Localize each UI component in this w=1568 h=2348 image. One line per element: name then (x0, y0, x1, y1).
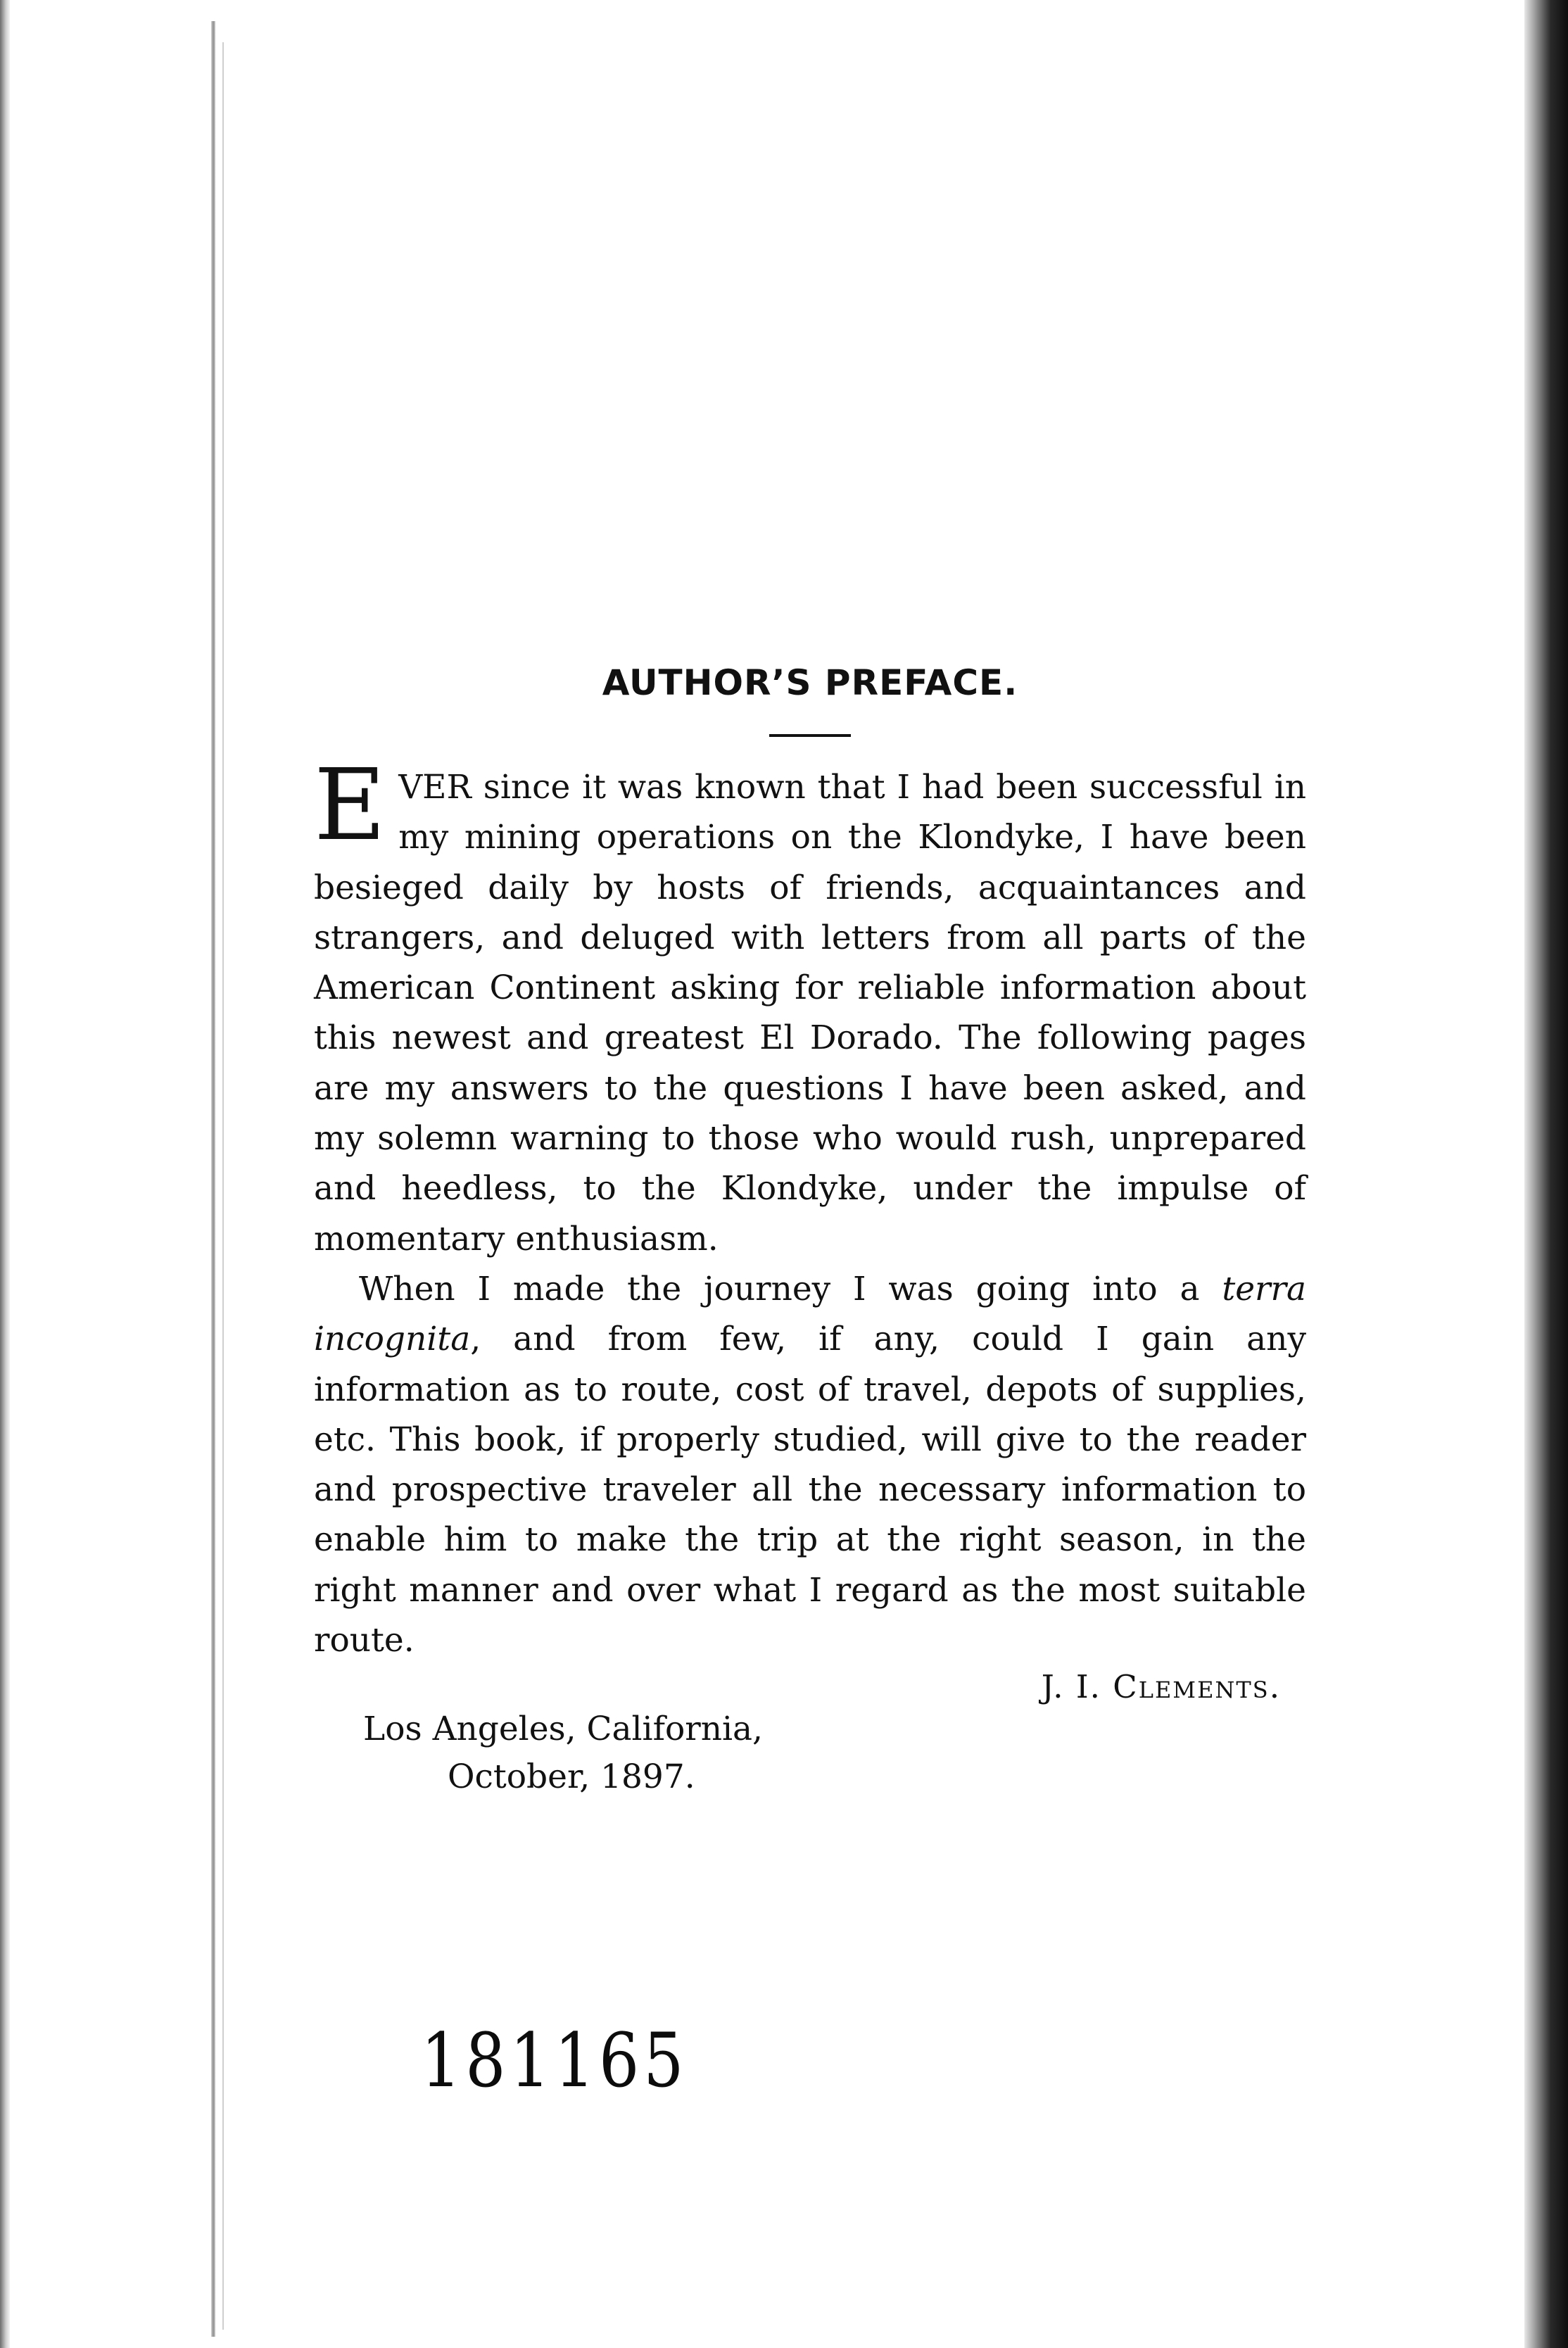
page-gutter-line (211, 21, 215, 2337)
scan-left-edge (0, 0, 10, 2348)
paragraph-2-start: When I made the journey I was going into a (359, 1269, 1222, 1308)
title-rule (769, 734, 851, 737)
preface-body (314, 748, 1306, 1665)
paragraph-1-text: VER since it was known that I had been successful in my mining operations on the Klondyke, I have been besieged daily by hosts of friends, acquaintances and strangers, and deluged with letters from all parts of the American Continent asking for reliable information about this newest and greatest El Dorado. The following pages are my answers to the questions I have been asked, and my solemn warning to those who would rush, unprepared and heedless, to the Klondyke, under the impulse of momentary enthusiasm. (314, 768, 1306, 1258)
page-gutter-shadow (222, 42, 224, 2330)
place-and-date (314, 1705, 1306, 1801)
date-line: October, 1897. (448, 1757, 695, 1797)
author-signature: J. I. Clements. (1041, 1668, 1281, 1706)
paragraph-2-italic: terra incognita (314, 1269, 1306, 1359)
preface-section (314, 658, 1306, 1801)
scan-right-edge (1524, 0, 1568, 2348)
preface-title: AUTHOR’S PREFACE. (602, 662, 1018, 703)
library-stamp-number: 181165 (421, 2017, 688, 2104)
place-line: Los Angeles, California, (363, 1710, 763, 1749)
preface-paragraph-2 (314, 1264, 1306, 1665)
drop-cap: E (314, 748, 386, 863)
paragraph-2-rest: , and from few, if any, could I gain any information as to route, cost of travel, depots of supplies, etc. This book, if properly studied, will give to the reader and prospective traveler all the necessary information to enable him to make the trip at the right season, in the right manner and over what I regard as the most suitable route. (314, 1320, 1306, 1660)
preface-paragraph-1 (314, 748, 1306, 1264)
